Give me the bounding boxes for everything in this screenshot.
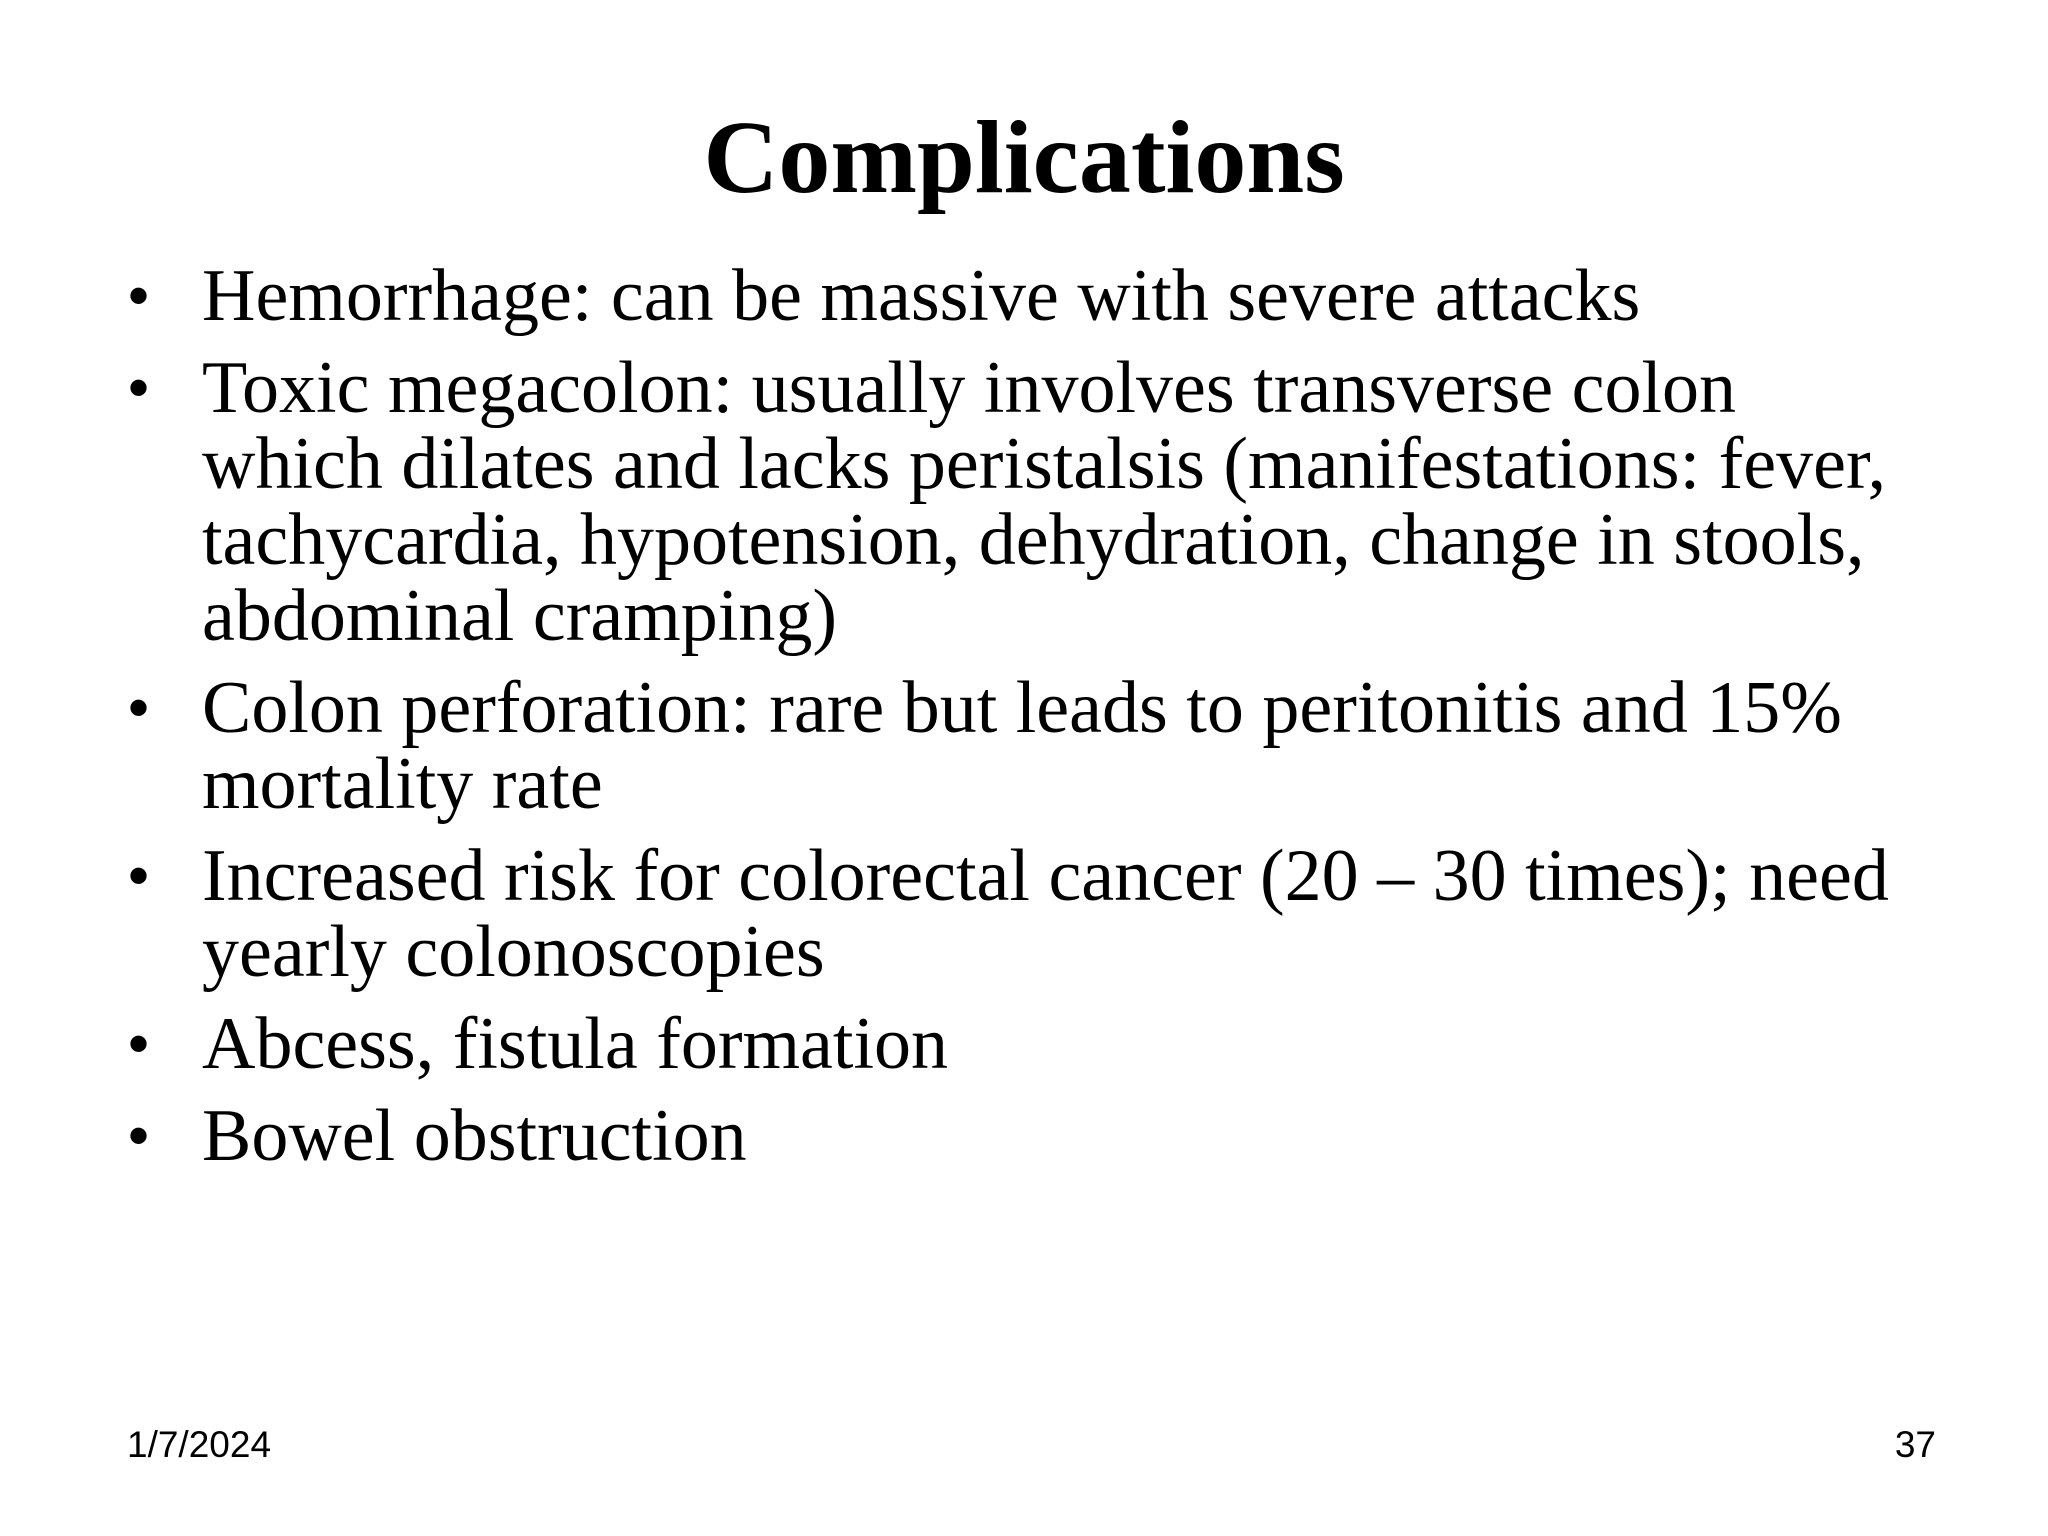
bullet-text: Toxic megacolon: usually involves transverse colon which dilates and lacks peristalsis (manifestations: fever, tachycardia, hypotension, dehydration, change in stools, abdominal cramping) <box>202 347 1887 657</box>
bullet-text: Hemorrhage: can be massive with severe attacks <box>202 255 1641 337</box>
bullet-icon: • <box>128 354 150 421</box>
footer-page-number: 37 <box>1894 1424 1936 1465</box>
bullet-icon: • <box>128 1010 150 1077</box>
bullet-icon: • <box>128 262 150 329</box>
bullet-text: Increased risk for colorectal cancer (20 – 30 times); need yearly colonoscopies <box>202 835 1889 993</box>
bullet-item-toxic-megacolon <box>120 347 1920 657</box>
bullet-text: Bowel obstruction <box>202 1095 747 1177</box>
bullet-text: Abcess, fistula formation <box>202 1003 948 1085</box>
bullet-icon: • <box>128 842 150 909</box>
bullet-item-bowel-obstruction <box>120 1095 1920 1177</box>
bullet-icon: • <box>128 674 150 741</box>
bullet-item-hemorrhage <box>120 255 1920 337</box>
bullet-text: Colon perforation: rare but leads to peritonitis and 15% mortality rate <box>202 667 1842 825</box>
bullet-item-colorectal-cancer-risk <box>120 835 1920 993</box>
bullet-icon: • <box>128 1102 150 1169</box>
footer-date: 1/7/2024 <box>127 1424 272 1465</box>
bullet-item-abcess-fistula <box>120 1003 1920 1085</box>
slide-title: Complications <box>703 100 1345 215</box>
bullet-list <box>120 255 1920 1190</box>
bullet-item-colon-perforation <box>120 667 1920 825</box>
